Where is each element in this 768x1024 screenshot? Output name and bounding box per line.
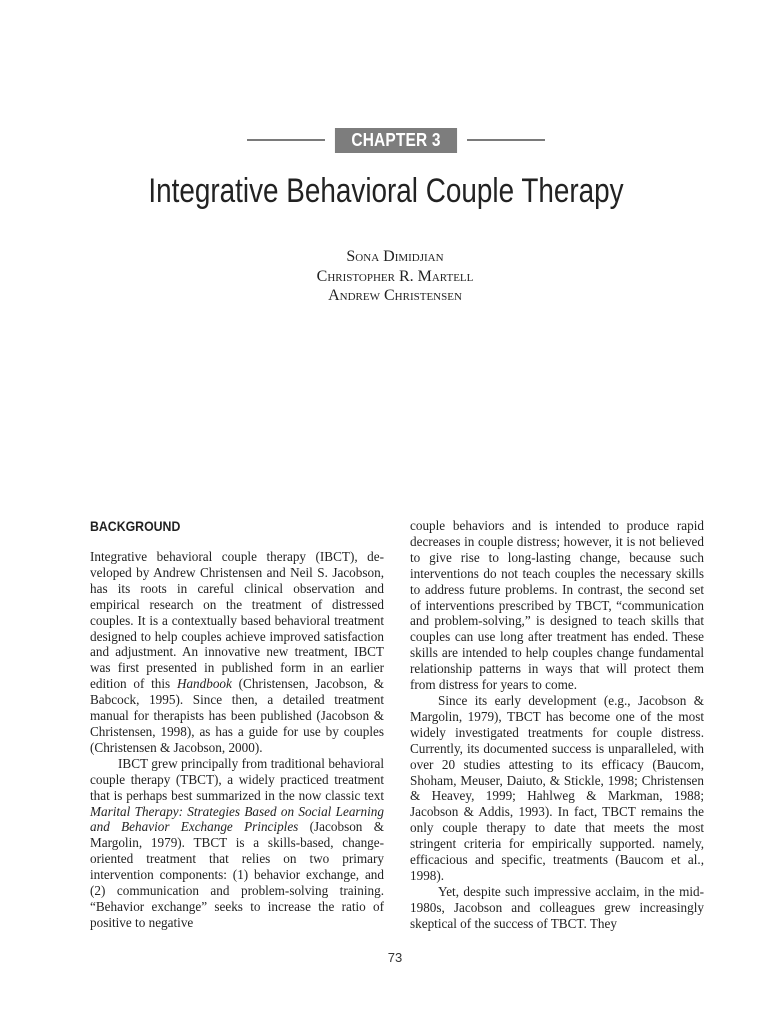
chapter-rule-right (467, 139, 545, 141)
paragraph-text: (Christensen, Jacobson, & Babcock, 1995). Since then, a detailed treatment manual for therapists has been published (Jacobson & Christensen, 1998), as has a guide for use by couples (Christensen & Jacobson, 2000). (90, 676, 385, 755)
paragraph (90, 756, 384, 931)
paragraph-text: IBCT grew principally from traditional behavioral couple therapy (TBCT), a widely practiced treatment that is perhaps best summarized in the now classic text (90, 755, 384, 803)
paragraph: Since its early development (e.g., Jacobson & Margolin, 1979), TBCT has become one of the most widely investigated treatments for couple distress. Currently, its documented success is unparalleled, with over 20 studies attesting to its efficacy (Baucom, Shoham, Meuser, Daiuto, & Stickle, 1998; Christensen & Heavey, 1999; Hahlweg & Markman, 1988; Jacobson & Addis, 1993). In fact, TBCT remains the only couple therapy to date that meets the most stringent criteria for empirically supported. namely, efficacious and specific, treatments (Baucom et al., 1998). (410, 692, 704, 883)
section-heading: BACKGROUND (90, 518, 181, 534)
right-column (410, 518, 704, 932)
left-column (90, 549, 384, 931)
author-name: Andrew Christensen (328, 287, 462, 304)
author-list (0, 247, 768, 306)
paragraph: Yet, despite such impressive acclaim, in the mid-1980s, Jacobson and colleagues grew increasingly skeptical of the success of TBCT. They (410, 883, 704, 931)
paragraph-text: (Jacobson & Margolin, 1979). TBCT is a skills-based, change-oriented treatment that relies on two primary intervention components: (1) behavior exchange, and (2) communication and problem-solving training. “Behavior exchange” seeks to increase the ratio of positive to negative (90, 819, 384, 930)
page-number: 73 (387, 950, 403, 965)
paragraph-text: Integrative behavioral couple therapy (IBCT), developed by Andrew Christensen and Neil S. Jacobson, has its roots in careful clinical observation and empirical research on the treatment of distressed couples. It is a contextually based behavioral treatment designed to help couples achieve improved satisfaction and adjustment. An innovative new treatment, IBCT was first presented in published form in an earlier edition of this (90, 549, 384, 692)
chapter-rule-left (247, 139, 325, 141)
italic-text: Handbook (176, 676, 232, 692)
italic-text: Marital Therapy: Strategies Based on Social Learning and Behavior Exchange Principles (90, 803, 384, 835)
chapter-label: CHAPTER 3 (335, 128, 457, 153)
paragraph: couple behaviors and is intended to produce rapid decreases in couple distress; however, it is not believed to give rise to long-lasting change, because such interventions do not teach couples the necessary skills to address future problems. In contrast, the second set of interventions prescribed by TBCT, “communication and problem-solving,” is designed to teach skills that couples can use long after treatment has ended. These skills are intended to help couples change fundamental relationship patterns in ways that will protect them from distress for years to come. (410, 518, 704, 693)
paragraph (90, 549, 384, 756)
chapter-title: Integrative Behavioral Couple Therapy (148, 172, 624, 210)
author-name: Christopher R. Martell (316, 267, 474, 285)
author-name: Sona Dimidjian (346, 248, 444, 265)
